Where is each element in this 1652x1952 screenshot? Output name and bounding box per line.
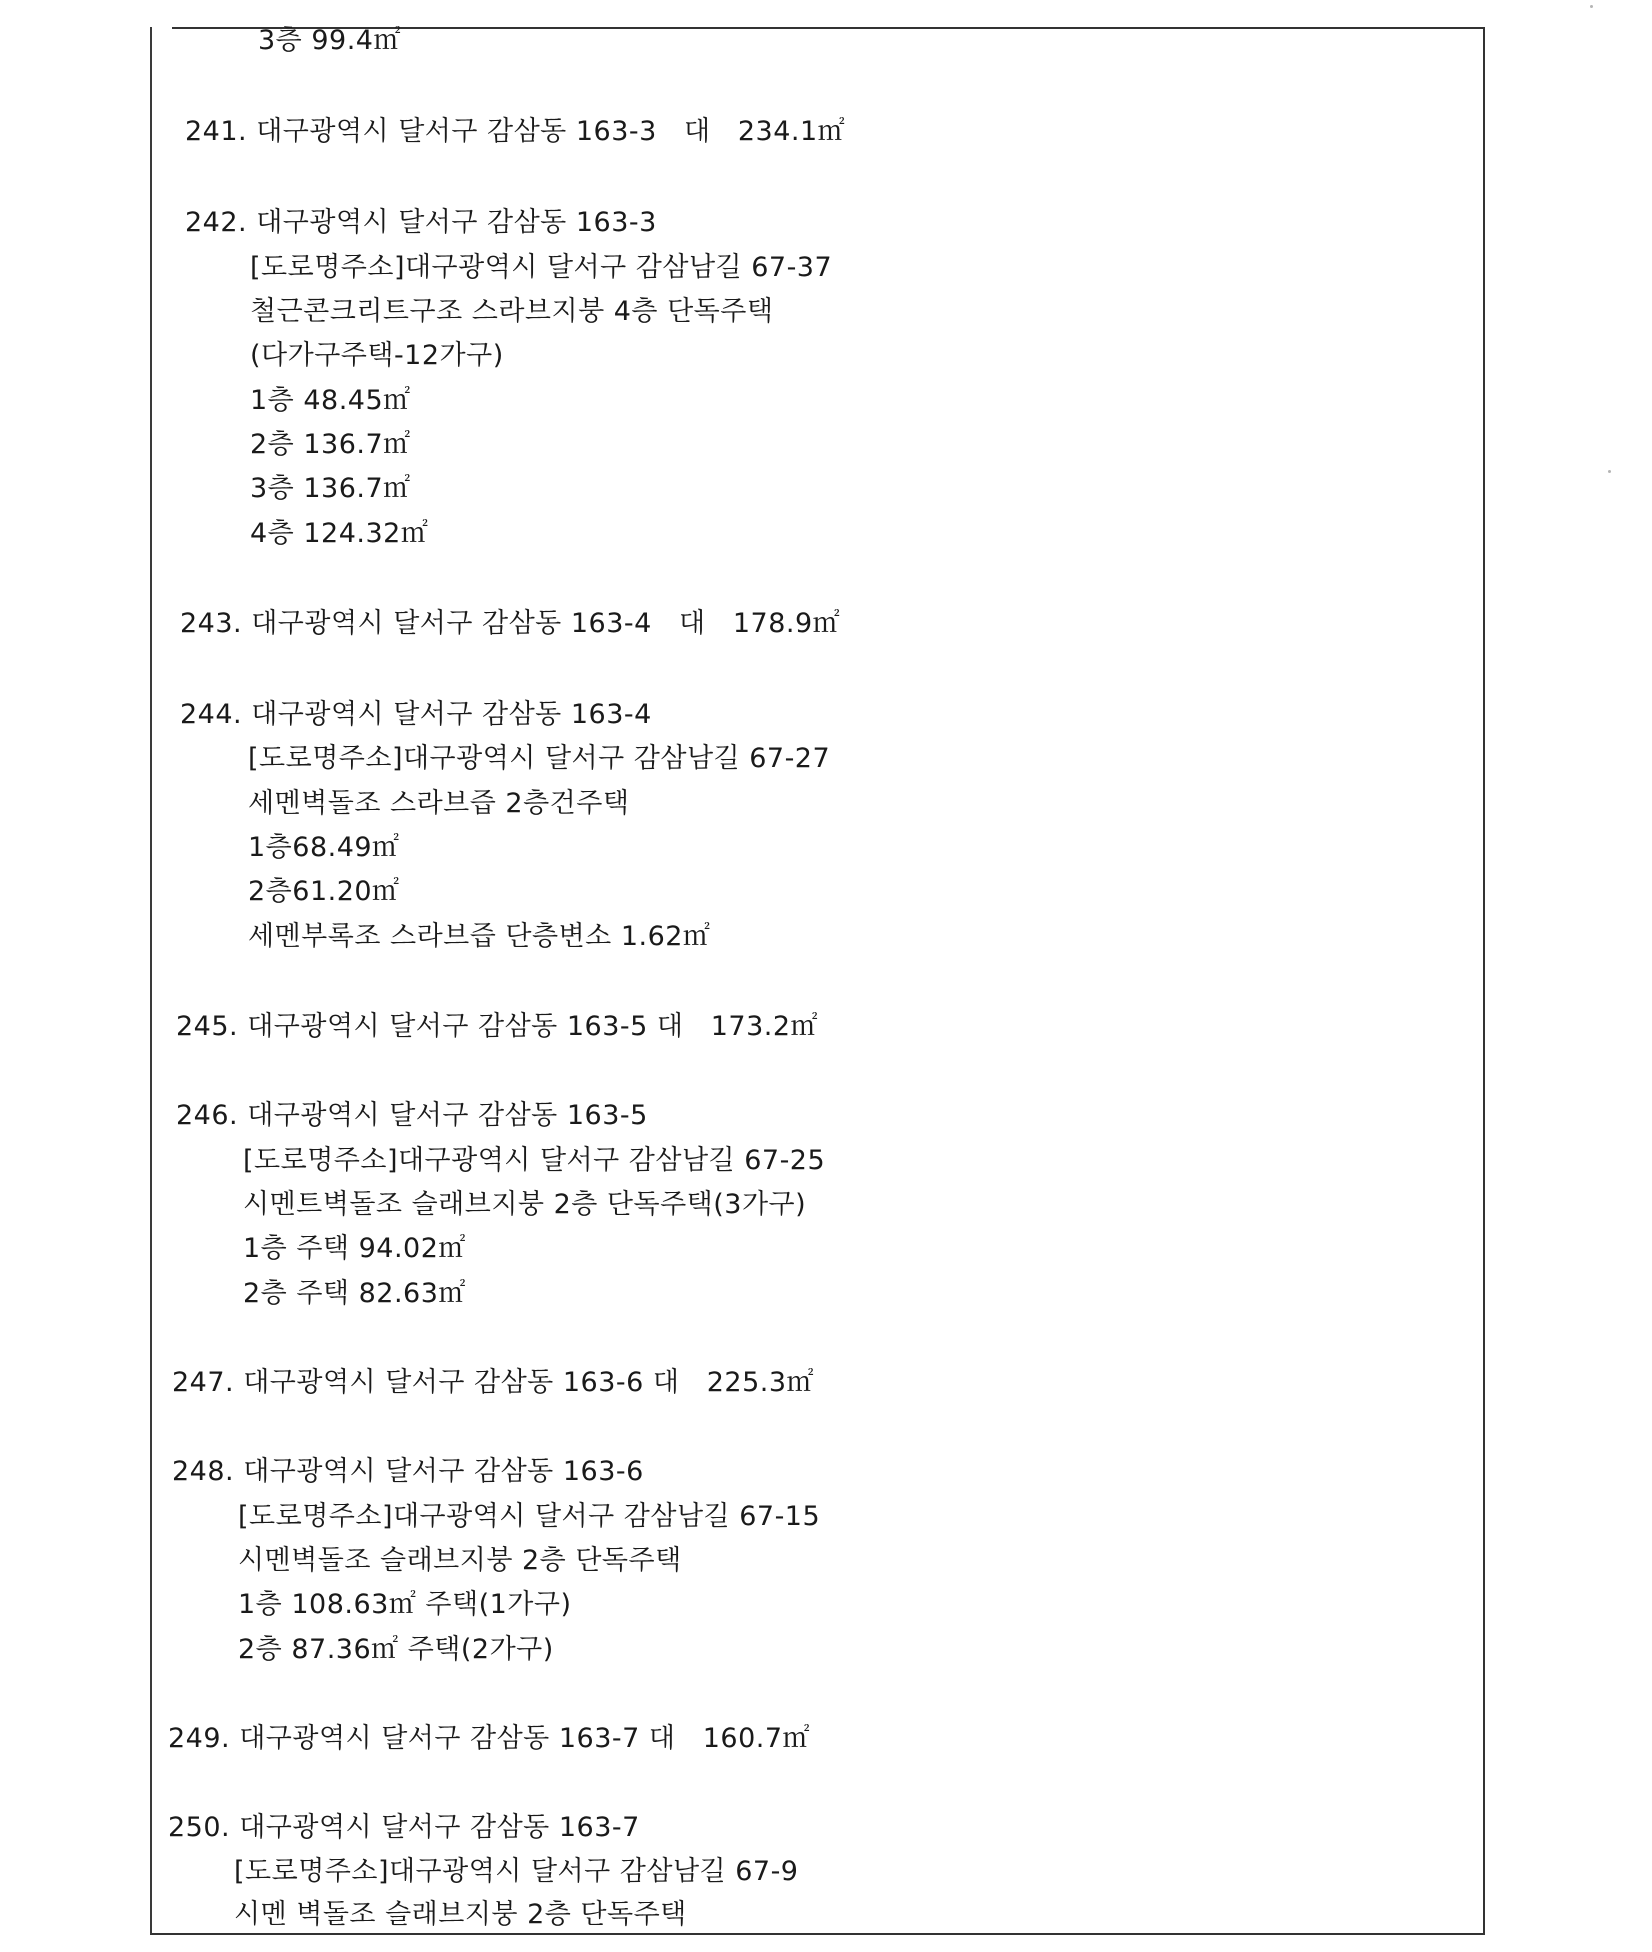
parcel-entry: 249. 대구광역시 달서구 감삼동 163-7 대 160.7㎡ [168, 1723, 811, 1754]
floor-area-line: 1층 주택 94.02㎡ [243, 1233, 466, 1264]
floor-area-line: 1층 108.63㎡ 주택(1가구) [238, 1589, 572, 1620]
parcel-entry: 241. 대구광역시 달서구 감삼동 163-3 대 234.1㎡ [185, 116, 846, 147]
parcel-entry: 242. 대구광역시 달서구 감삼동 163-3 [185, 207, 657, 238]
building-use-line: (다가구주택-12가구) [250, 340, 504, 371]
scan-speck [1590, 5, 1593, 8]
building-structure-line: 시멘벽돌조 슬래브지붕 2층 단독주택 [238, 1545, 682, 1576]
parcel-entry: 248. 대구광역시 달서구 감삼동 163-6 [172, 1456, 644, 1487]
floor-area-line: 2층 87.36㎡ 주택(2가구) [238, 1634, 554, 1665]
building-structure-line: 시멘 벽돌조 슬래브지붕 2층 단독주택 [234, 1899, 687, 1930]
building-structure-line: 시멘트벽돌조 슬래브지붕 2층 단독주택(3가구) [243, 1189, 807, 1220]
road-address-line: [도로명주소]대구광역시 달서구 감삼남길 67-25 [243, 1145, 826, 1176]
floor-area-line: 2층 136.7㎡ [250, 429, 411, 460]
floor-area-line: 1층68.49㎡ [248, 832, 400, 863]
building-structure-line: 철근콘크리트구조 스라브지붕 4층 단독주택 [250, 296, 774, 327]
parcel-entry: 247. 대구광역시 달서구 감삼동 163-6 대 225.3㎡ [172, 1367, 815, 1398]
road-address-line: [도로명주소]대구광역시 달서구 감삼남길 67-15 [238, 1501, 821, 1532]
building-structure-line: 세멘벽돌조 스라브즙 2층건주택 [248, 788, 630, 819]
parcel-entry: 243. 대구광역시 달서구 감삼동 163-4 대 178.9㎡ [180, 608, 841, 639]
parcel-entry: 246. 대구광역시 달서구 감삼동 163-5 [176, 1100, 648, 1131]
parcel-entry: 245. 대구광역시 달서구 감삼동 163-5 대 173.2㎡ [176, 1011, 819, 1042]
floor-area-line: 3층 99.4㎡ [258, 25, 401, 56]
parcel-entry: 244. 대구광역시 달서구 감삼동 163-4 [180, 699, 652, 730]
road-address-line: [도로명주소]대구광역시 달서구 감삼남길 67-9 [234, 1856, 799, 1887]
scan-speck [1608, 470, 1611, 473]
road-address-line: [도로명주소]대구광역시 달서구 감삼남길 67-37 [250, 252, 833, 283]
floor-area-line: 1층 48.45㎡ [250, 385, 411, 416]
floor-area-line: 2층 주택 82.63㎡ [243, 1278, 466, 1309]
floor-area-line: 4층 124.32㎡ [250, 518, 429, 549]
road-address-line: [도로명주소]대구광역시 달서구 감삼남길 67-27 [248, 743, 831, 774]
building-structure-line: 세멘부록조 스라브즙 단층변소 1.62㎡ [248, 921, 711, 952]
floor-area-line: 2층61.20㎡ [248, 876, 400, 907]
parcel-entry: 250. 대구광역시 달서구 감삼동 163-7 [168, 1812, 640, 1843]
floor-area-line: 3층 136.7㎡ [250, 473, 411, 504]
